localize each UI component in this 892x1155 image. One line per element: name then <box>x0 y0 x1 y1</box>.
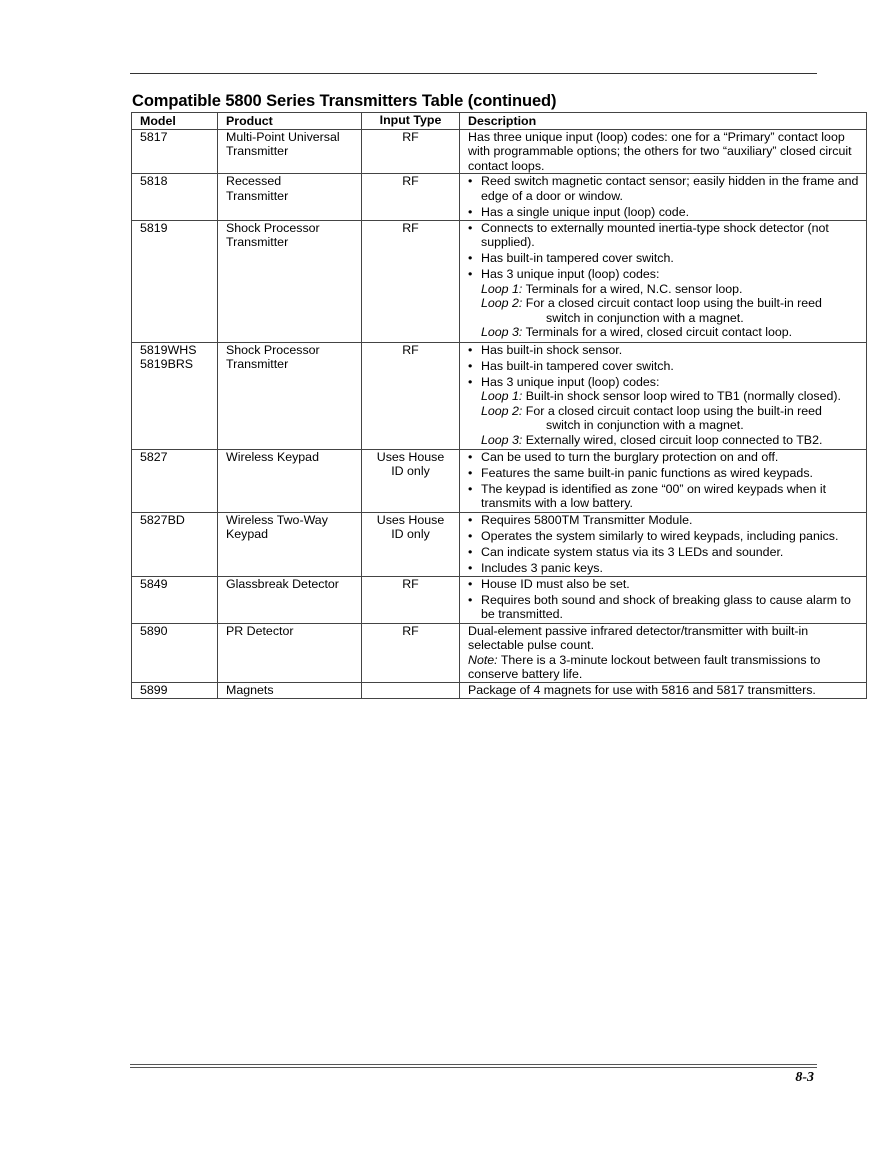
header-description: Description <box>460 113 867 130</box>
loop-item <box>468 404 860 433</box>
loop-item <box>468 325 860 340</box>
cell-product: Glassbreak Detector <box>226 576 339 591</box>
loop-text: Terminals for a wired, closed circuit contact loop. <box>525 325 793 340</box>
cell-description: Package of 4 magnets for use with 5816 and 5817 transmitters. <box>468 682 816 697</box>
cell-input-type: Uses House ID only <box>376 449 445 479</box>
cell-model: 5849 <box>140 576 168 591</box>
loop-label: Loop 1: <box>481 281 523 296</box>
table-row <box>132 342 867 449</box>
cell-product: Wireless Two-Way Keypad <box>226 512 328 542</box>
cell-input-type: RF <box>402 220 419 235</box>
loop-item <box>468 282 860 297</box>
description-bullets <box>468 343 860 390</box>
note <box>468 653 860 682</box>
loop-item <box>468 296 860 325</box>
note-text: There is a 3-minute lockout between fault transmissions to conserve battery life. <box>468 652 821 682</box>
cell-product: Recessed Transmitter <box>226 174 289 203</box>
cell-product: PR Detector <box>226 623 294 638</box>
cell-product: Multi-Point Universal Transmitter <box>226 129 340 159</box>
cell-input-type: RF <box>402 342 419 357</box>
bullet-item: • Has 3 unique input (loop) codes: <box>468 375 860 390</box>
description-bullets <box>468 577 860 622</box>
cell-product: Shock Processor Transmitter <box>226 220 320 250</box>
loop-text: Built-in shock sensor loop wired to TB1 (normally closed). <box>525 389 841 404</box>
description-bullets <box>468 450 860 511</box>
loop-text: Externally wired, closed circuit loop connected to TB2. <box>525 432 823 447</box>
table-title: Compatible 5800 Series Transmitters Table (continued) <box>132 92 557 110</box>
cell-model: 5817 <box>140 129 168 144</box>
bullet-item: • Operates the system similarly to wired keypads, including panics. <box>468 529 860 544</box>
loop-label: Loop 1: <box>481 389 523 404</box>
description-bullets <box>468 221 860 282</box>
cell-model: 5819 <box>140 220 168 235</box>
bullet-item: • The keypad is identified as zone “00” on wired keypads when it transmits with a low battery. <box>468 482 860 511</box>
header-model: Model <box>132 113 218 130</box>
bullet-item: • Has built-in shock sensor. <box>468 343 860 358</box>
description-bullets <box>468 513 860 576</box>
cell-input-type: RF <box>402 174 419 189</box>
description-bullets <box>468 174 860 219</box>
table-row <box>132 449 867 512</box>
cell-product: Wireless Keypad <box>226 449 319 464</box>
cell-model: 5819WHS 5819BRS <box>140 342 197 372</box>
cell-model: 5827BD <box>140 512 185 527</box>
loop-text-continued: switch in conjunction with a magnet. <box>546 310 744 325</box>
cell-description: Dual-element passive infrared detector/transmitter with built-in selectable pulse count. <box>468 623 809 653</box>
bullet-item: • Has built-in tampered cover switch. <box>468 359 860 374</box>
table-row <box>132 576 867 623</box>
loop-text-continued: switch in conjunction with a magnet. <box>546 418 744 433</box>
header-product: Product <box>218 113 362 130</box>
table-row <box>132 682 867 698</box>
bullet-item: • Requires both sound and shock of breaking glass to cause alarm to be transmitted. <box>468 593 860 622</box>
bullet-item: • Reed switch magnetic contact sensor; easily hidden in the frame and edge of a door or window. <box>468 174 860 203</box>
table-row <box>132 512 867 576</box>
bullet-item: • Includes 3 panic keys. <box>468 561 860 576</box>
table-row <box>132 174 867 220</box>
cell-product: Shock Processor Transmitter <box>226 342 320 372</box>
cell-input-type: RF <box>402 623 419 638</box>
cell-description: Has three unique input (loop) codes: one for a “Primary” contact loop with programmable options; the others for two “auxiliary” closed circuit contact loops. <box>468 129 852 173</box>
loop-label: Loop 3: <box>481 325 523 340</box>
cell-model: 5899 <box>140 682 168 697</box>
cell-input-type: RF <box>402 129 419 144</box>
loop-text: Terminals for a wired, N.C. sensor loop. <box>525 281 743 296</box>
loop-label: Loop 3: <box>481 432 523 447</box>
cell-model: 5818 <box>140 174 168 189</box>
bullet-item: • Has 3 unique input (loop) codes: <box>468 267 860 282</box>
bullet-item: • Requires 5800TM Transmitter Module. <box>468 513 860 528</box>
bullet-item: • Features the same built-in panic functions as wired keypads. <box>468 466 860 481</box>
page-number: 8-3 <box>795 1070 814 1085</box>
header-input-type: Input Type <box>362 113 460 130</box>
table-row <box>132 129 867 174</box>
loop-item <box>468 433 860 448</box>
note-label: Note: <box>468 652 498 667</box>
table-row <box>132 623 867 682</box>
cell-product: Magnets <box>226 682 274 697</box>
bullet-item: • Connects to externally mounted inertia-type shock detector (not supplied). <box>468 221 860 250</box>
cell-model: 5890 <box>140 623 168 638</box>
loop-label: Loop 2: <box>481 403 523 418</box>
bullet-item: • Can indicate system status via its 3 LEDs and sounder. <box>468 545 860 560</box>
table-header-row <box>132 113 867 130</box>
transmitters-table <box>131 112 867 699</box>
footer-rule <box>130 1064 817 1068</box>
loop-text: For a closed circuit contact loop using the built-in reed <box>525 403 822 418</box>
bullet-item: • Has built-in tampered cover switch. <box>468 251 860 266</box>
bullet-item: • House ID must also be set. <box>468 577 860 592</box>
cell-input-type: RF <box>402 576 419 591</box>
bullet-item: • Can be used to turn the burglary protection on and off. <box>468 450 860 465</box>
loop-item <box>468 389 860 404</box>
loop-list <box>468 389 860 447</box>
cell-input-type: Uses House ID only <box>376 512 445 542</box>
loop-text: For a closed circuit contact loop using the built-in reed <box>525 296 822 311</box>
bullet-item: • Has a single unique input (loop) code. <box>468 205 860 220</box>
loop-label: Loop 2: <box>481 296 523 311</box>
loop-list <box>468 282 860 340</box>
table-row <box>132 220 867 342</box>
cell-model: 5827 <box>140 449 168 464</box>
header-rule <box>130 73 817 74</box>
